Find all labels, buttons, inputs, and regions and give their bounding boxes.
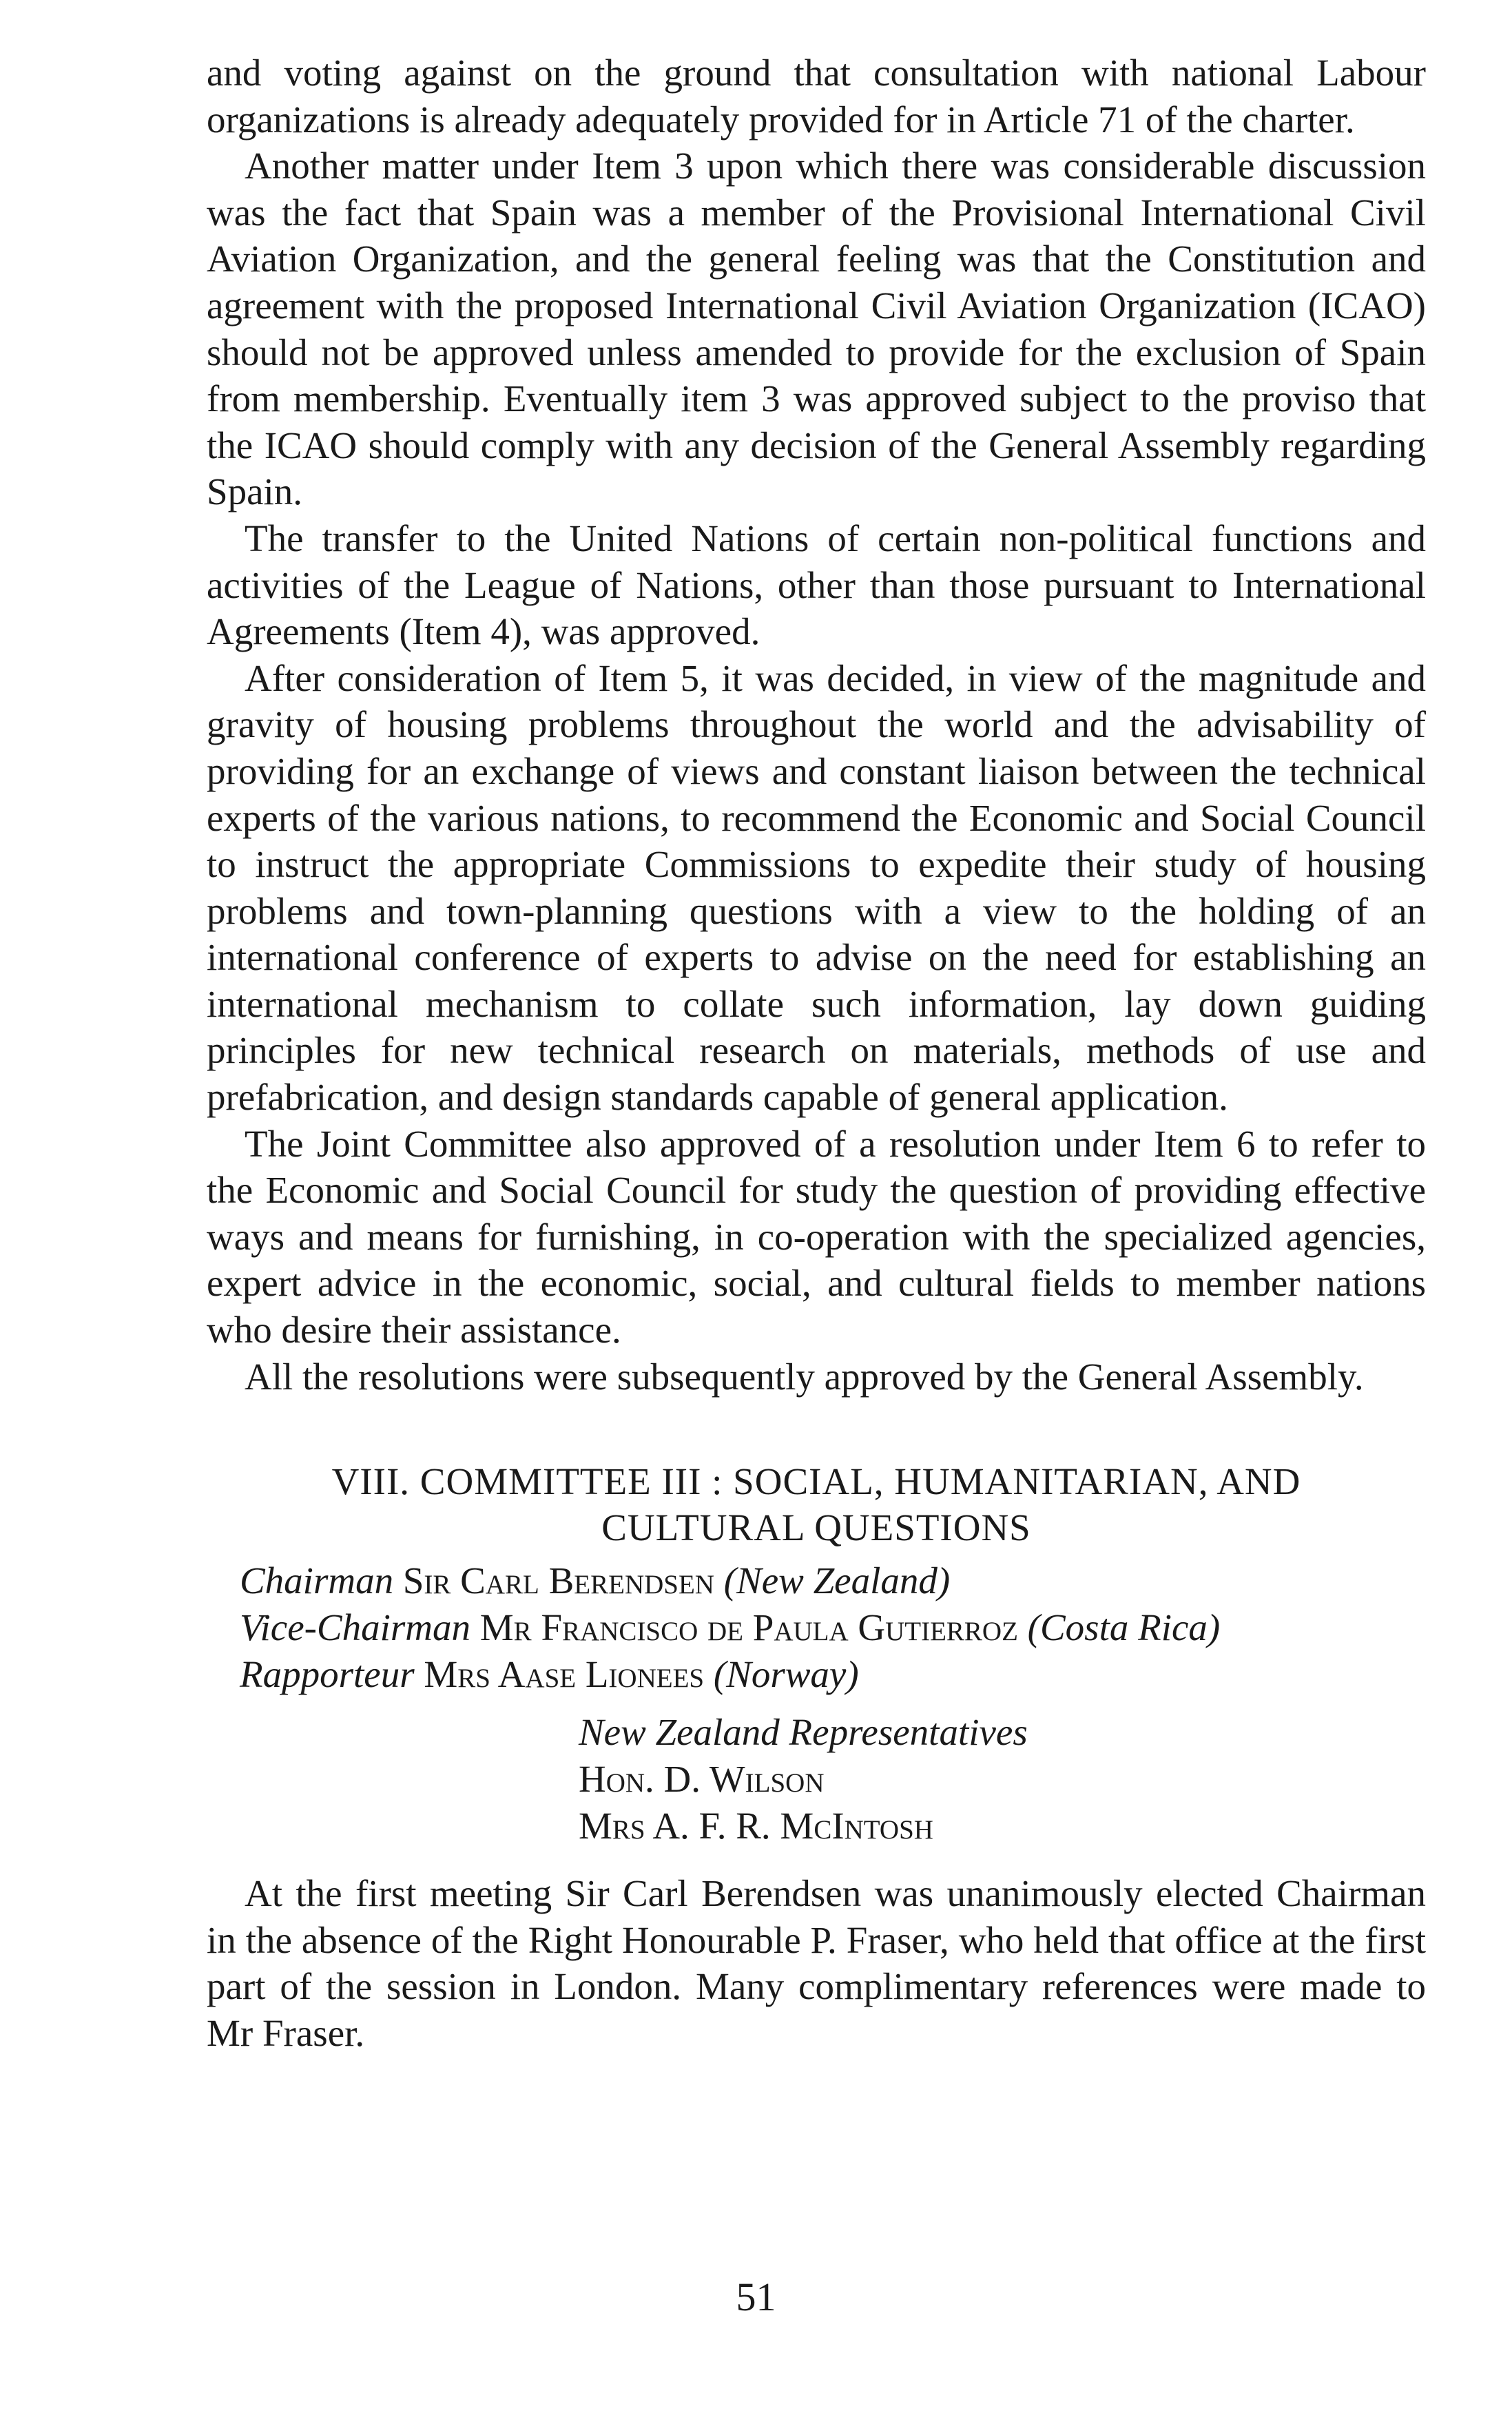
officer-name: Mrs Aase Lionees [424,1653,705,1696]
section-heading [207,1458,1426,1551]
paragraph-item-5-housing: After consideration of Item 5, it was decided, in view of the magnitude and gravity of housing problems throughout the world and the advisability of providing for an exchange of views and constant liaison between the technical experts of the various nations, to recommend the Economic and Social Council to instruct the appropriate Commissions to expedite their study of housing problems and town-planning questions with a view to the holding of an international conference of experts to advise on the need for establishing an international mechanism to collate such information, lay down guiding principles for new technical research on materials, methods of use and prefabrication, and design standards capable of general application. [207,656,1426,1119]
document-body [207,50,1426,2057]
officer-name: Sir Carl Berendsen [402,1560,714,1602]
officer-name: Mr Francisco de Paula Gutierroz [479,1606,1018,1649]
section-heading-line-2: CULTURAL QUESTIONS [601,1506,1031,1549]
officer-role: Vice-Chairman [240,1606,471,1649]
paragraph-item-6-advice: The Joint Committee also approved of a resolution under Item 6 to refer to the Economic and Social Council for study the question of providing effective ways and means for furnishing, in co-operation with the specialized agencies, expert advice in the economic, social, and cultural fields to member nations who desire their assistance. [207,1122,1426,1351]
paragraph-resolutions-approved: All the resolutions were subsequently approved by the General Assembly. [245,1355,1364,1398]
paragraph-item-3-spain: Another matter under Item 3 upon which there was considerable discussion was the fact that Spain was a member of the Provisional International Civil Aviation Organization, and the general feeling was that the Constitution and agreement with the proposed International Civil Aviation Organization (ICAO) should not be approved unless amended to provide for the exclusion of Spain from membership. Eventually item 3 was approved subject to the proviso that the ICAO should comply with any decision of the General Assembly regarding Spain. [207,145,1426,513]
representatives-title: New Zealand Representatives [579,1711,1028,1754]
paragraph-first-meeting: At the first meeting Sir Carl Berendsen was unanimously elected Chairman in the absence of the Right Honourable P. Fraser, who held that office at the first part of the session in London. Many complimentary references were made to Mr Fraser. [207,1872,1426,2054]
officer-country: (New Zealand) [723,1560,951,1602]
officer-role: Rapporteur [240,1653,415,1696]
new-zealand-representatives [579,1709,1426,1849]
officer-vice-chairman [240,1604,1426,1651]
officer-chairman [240,1557,1426,1604]
officer-role: Chairman [240,1560,394,1602]
officer-country: (Norway) [713,1653,859,1696]
section-heading-line-1: VIII. COMMITTEE III : SOCIAL, HUMANITARIAN, AND [331,1460,1301,1503]
representative-name: Hon. D. Wilson [579,1758,825,1801]
officer-rapporteur [240,1651,1426,1698]
committee-officers [240,1557,1426,1698]
paragraph-item-4-league: The transfer to the United Nations of certain non-political functions and activities of the League of Nations, other than those pursuant to International Agreements (Item 4), was approved. [207,517,1426,653]
paragraph-labour-organizations: and voting against on the ground that consultation with national Labour organizations is already adequately provided for in Article 71 of the charter. [207,52,1426,141]
page-number: 51 [736,2275,776,2319]
officer-country: (Costa Rica) [1027,1606,1221,1649]
representative-name: Mrs A. F. R. McIntosh [579,1805,933,1847]
